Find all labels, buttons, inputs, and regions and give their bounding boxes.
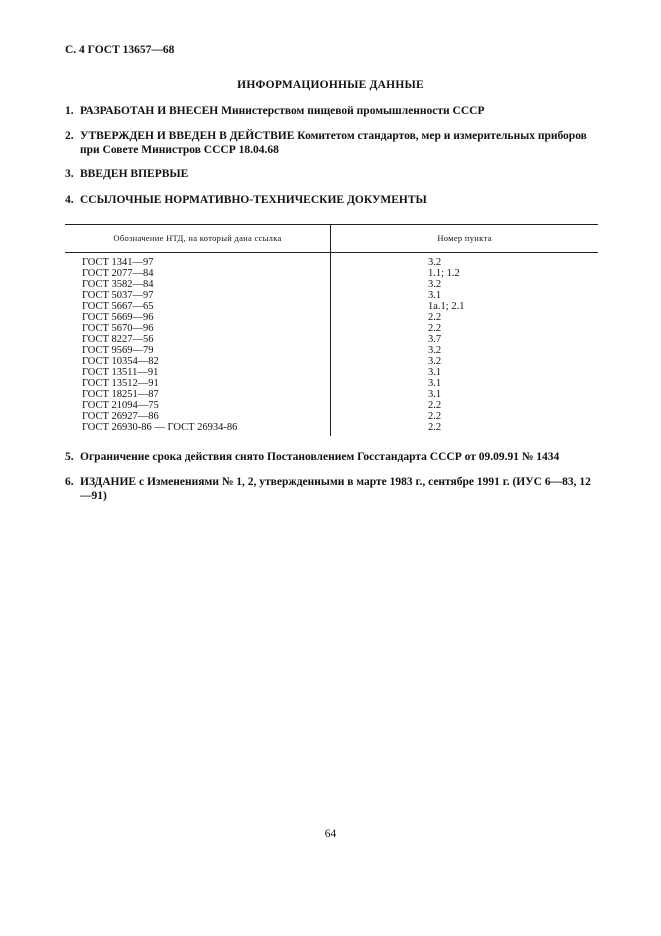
cell-designation: ГОСТ 9569—79 <box>65 345 331 356</box>
table-row <box>65 422 598 436</box>
cell-designation: ГОСТ 1341—97 <box>65 253 331 269</box>
cell-designation: ГОСТ 5670—96 <box>65 323 331 334</box>
item-number: 1. <box>65 105 74 117</box>
cell-clause: 2.2 <box>428 323 442 334</box>
table-row <box>65 268 598 279</box>
cell-clause: 2.2 <box>428 422 442 433</box>
table-row <box>65 290 598 301</box>
table-row <box>65 356 598 367</box>
table-row <box>65 345 598 356</box>
table-row <box>65 323 598 334</box>
cell-designation: ГОСТ 26927—86 <box>65 411 331 422</box>
table-row <box>65 378 598 389</box>
cell-clause: 2.2 <box>428 312 442 323</box>
table-row <box>65 253 598 269</box>
cell-clause: 3.2 <box>428 345 442 356</box>
cell-designation: ГОСТ 26930-86 — ГОСТ 26934-86 <box>65 422 331 436</box>
table-row <box>65 389 598 400</box>
info-item-4 <box>65 193 600 207</box>
cell-clause: 1.1; 1.2 <box>428 268 460 279</box>
cell-designation: ГОСТ 3582—84 <box>65 279 331 290</box>
info-item-2 <box>65 129 600 157</box>
info-item-6 <box>65 475 600 503</box>
item-number: 6. <box>65 476 74 488</box>
item-number: 5. <box>65 451 74 463</box>
item-text: Министерством пищевой промышленности СССР <box>218 105 485 117</box>
info-item-5 <box>65 450 600 464</box>
item-lead: ИЗДАНИЕ <box>80 476 137 488</box>
item-text: с Изменениями № 1, 2, утвержденными в марте 1983 г., сентябре 1991 г. (ИУС 6—83, 12—91) <box>80 476 591 502</box>
cell-clause: 2.2 <box>428 400 442 411</box>
cell-clause: 3.1 <box>428 389 442 400</box>
cell-clause: 1а.1; 2.1 <box>428 301 465 312</box>
item-number: 4. <box>65 194 74 206</box>
cell-designation: ГОСТ 8227—56 <box>65 334 331 345</box>
cell-clause: 3.2 <box>428 356 442 367</box>
references-table <box>65 224 598 436</box>
section-title: ИНФОРМАЦИОННЫЕ ДАННЫЕ <box>237 79 424 91</box>
cell-designation: ГОСТ 5669—96 <box>65 312 331 323</box>
cell-clause: 2.2 <box>428 411 442 422</box>
cell-designation: ГОСТ 13511—91 <box>65 367 331 378</box>
table-row <box>65 367 598 378</box>
table-body <box>65 253 598 437</box>
item-lead: ВВЕДЕН ВПЕРВЫЕ <box>80 168 189 180</box>
table-row <box>65 411 598 422</box>
item-lead: Ограничение срока действия снято Постановлением Госстандарта СССР от 09.09.91 № 1434 <box>80 451 560 463</box>
item-lead: УТВЕРЖДЕН И ВВЕДЕН В ДЕЙСТВИЕ <box>80 130 295 142</box>
info-item-3 <box>65 167 600 181</box>
column-header-clause: Номер пункта <box>331 225 599 253</box>
info-item-1 <box>65 104 600 118</box>
cell-designation: ГОСТ 10354—82 <box>65 356 331 367</box>
cell-designation: ГОСТ 21094—75 <box>65 400 331 411</box>
cell-designation: ГОСТ 5667—65 <box>65 301 331 312</box>
cell-designation: ГОСТ 5037—97 <box>65 290 331 301</box>
item-text: Комитетом стандартов, мер и измерительных приборов при Совете Министров СССР 18.04.68 <box>80 130 587 156</box>
table-row <box>65 400 598 411</box>
table-header-row <box>65 225 598 253</box>
item-number: 2. <box>65 130 74 142</box>
cell-clause: 3.7 <box>428 334 442 345</box>
table-row <box>65 334 598 345</box>
item-number: 3. <box>65 168 74 180</box>
cell-clause: 3.1 <box>428 367 442 378</box>
cell-clause: 3.2 <box>428 279 442 290</box>
column-header-designation: Обозначение НТД, на который дана ссылка <box>65 225 331 253</box>
cell-designation: ГОСТ 18251—87 <box>65 389 331 400</box>
item-lead: ССЫЛОЧНЫЕ НОРМАТИВНО-ТЕХНИЧЕСКИЕ ДОКУМЕНТЫ <box>80 194 427 206</box>
item-lead: РАЗРАБОТАН И ВНЕСЕН <box>80 105 219 117</box>
cell-clause: 3.2 <box>428 257 442 268</box>
table-row <box>65 301 598 312</box>
cell-clause: 3.1 <box>428 290 442 301</box>
page-header: С. 4 ГОСТ 13657—68 <box>65 44 175 56</box>
cell-clause: 3.1 <box>428 378 442 389</box>
table-row <box>65 279 598 290</box>
cell-designation: ГОСТ 2077—84 <box>65 268 331 279</box>
table-row <box>65 312 598 323</box>
page-number: 64 <box>324 828 337 840</box>
cell-designation: ГОСТ 13512—91 <box>65 378 331 389</box>
